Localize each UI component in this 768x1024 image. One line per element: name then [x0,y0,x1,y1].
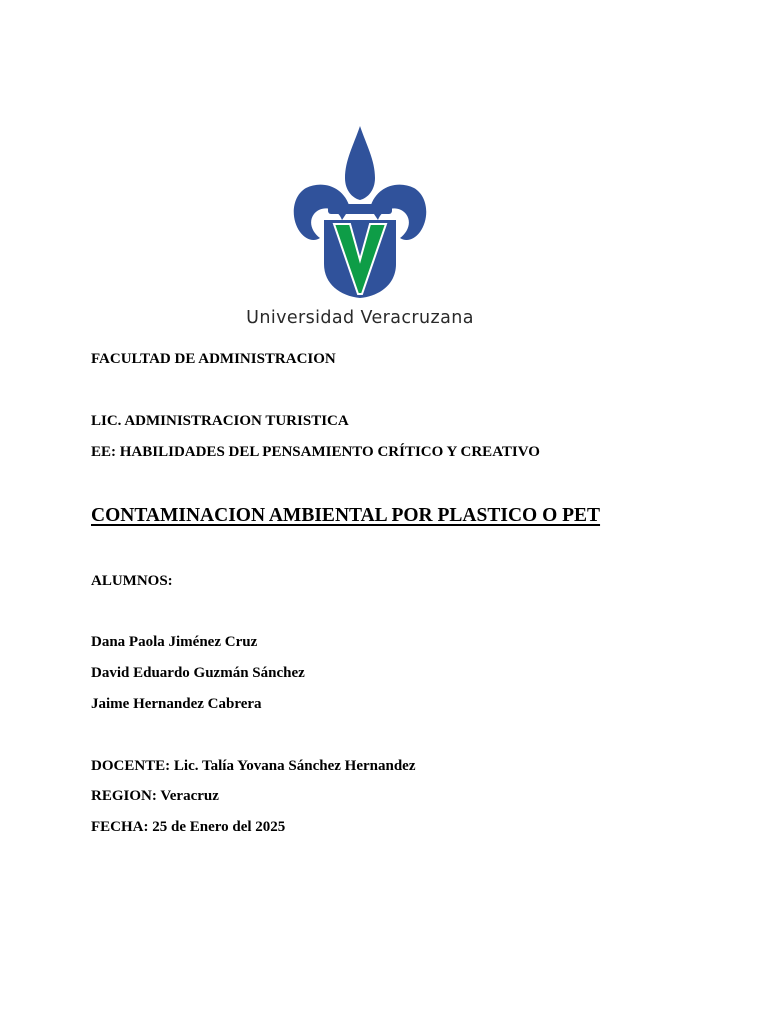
logo-wordmark: Universidad Veracruzana [246,308,474,328]
student-name: David Eduardo Guzmán Sánchez [91,665,305,681]
region-line: REGION: Veracruz [91,788,219,804]
program-name: LIC. ADMINISTRACION TURISTICA [91,413,349,429]
student-name: Jaime Hernandez Cabrera [91,696,262,712]
course-name: EE: HABILIDADES DEL PENSAMIENTO CRÍTICO Y CREATIVO [91,444,540,460]
teacher-line: DOCENTE: Lic. Talía Yovana Sánchez Hernandez [91,758,416,774]
student-name: Dana Paola Jiménez Cruz [91,634,258,650]
fleur-de-lis-emblem-icon [292,124,428,300]
date-line: FECHA: 25 de Enero del 2025 [91,819,286,835]
students-label: ALUMNOS: [91,573,173,589]
faculty-name: FACULTAD DE ADMINISTRACION [91,351,336,367]
document-title: CONTAMINACION AMBIENTAL POR PLASTICO O PET [91,505,601,526]
university-logo [240,120,480,335]
